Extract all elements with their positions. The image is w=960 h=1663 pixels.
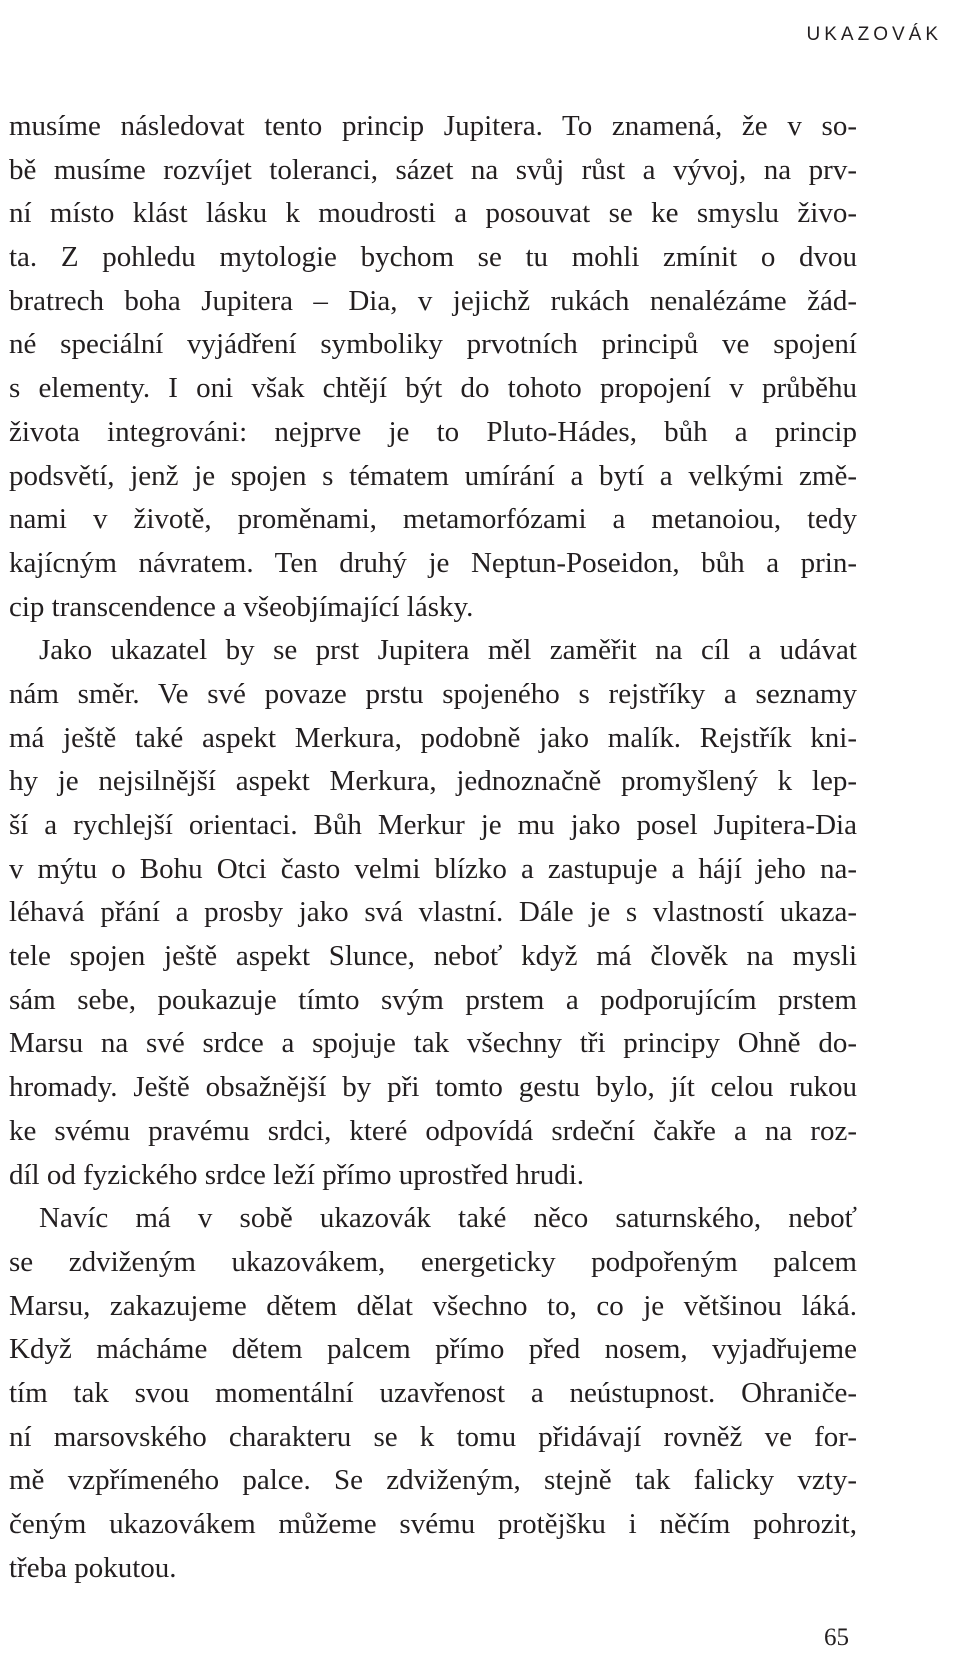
text-line: Marsu, zakazujeme dětem dělat všechno to, co je většinou láká. xyxy=(9,1289,857,1322)
text-line: né speciální vyjádření symboliky prvotních principů ve spojení xyxy=(9,328,857,361)
text-line: ta. Z pohledu mytologie bychom se tu mohli zmínit o dvou xyxy=(9,241,857,274)
text-line: nám směr. Ve své povaze prstu spojeného s rejstříky a seznamy xyxy=(9,677,857,710)
text-line: Navíc má v sobě ukazovák také něco saturnského, neboť xyxy=(39,1202,857,1235)
text-line: hromady. Ještě obsažnější by při tomto gestu bylo, jít celou rukou xyxy=(9,1071,857,1104)
text-line: ní místo klást lásku k moudrosti a posouvat se ke smyslu živo- xyxy=(9,197,857,230)
text-line: cip transcendence a všeobjímající lásky. xyxy=(9,590,474,623)
body-text xyxy=(9,105,857,1590)
text-line: se zdviženým ukazovákem, energeticky podpořeným palcem xyxy=(9,1245,857,1278)
text-line: Marsu na své srdce a spojuje tak všechny tři principy Ohně do- xyxy=(9,1027,857,1060)
text-line: má ještě také aspekt Merkura, podobně jako malík. Rejstřík kni- xyxy=(9,721,857,754)
text-line: s elementy. I oni však chtějí být do tohoto propojení v průběhu xyxy=(9,372,857,405)
text-line: léhavá přání a prosby jako svá vlastní. Dále je s vlastností ukaza- xyxy=(9,896,857,929)
text-line: podsvětí, jenž je spojen s tématem umírání a bytí a velkými změ- xyxy=(9,459,857,492)
text-line: díl od fyzického srdce leží přímo uprostřed hrudi. xyxy=(9,1158,585,1191)
text-line: sám sebe, poukazuje tímto svým prstem a podporujícím prstem xyxy=(9,983,857,1016)
text-line: ní marsovského charakteru se k tomu přidávají rovněž ve for- xyxy=(9,1420,857,1453)
text-line: čeným ukazovákem můžeme svému protějšku i něčím pohrozit, xyxy=(9,1508,857,1540)
text-line: třeba pokutou. xyxy=(9,1551,177,1584)
text-line: kajícným návratem. Ten druhý je Neptun-Poseidon, bůh a prin- xyxy=(9,546,857,579)
page-number: 65 xyxy=(824,1624,849,1651)
text-line: bratrech boha Jupitera – Dia, v jejichž rukách nenalézáme žád- xyxy=(9,284,857,317)
text-line: ke svému pravému srdci, které odpovídá srdeční čakře a na roz- xyxy=(9,1114,857,1147)
text-line: hy je nejsilnější aspekt Merkura, jednoznačně promyšlený k lep- xyxy=(9,765,857,798)
text-line: nami v životě, proměnami, metamorfózami a metanoiou, tedy xyxy=(9,503,857,536)
text-line: bě musíme rozvíjet toleranci, sázet na svůj růst a vývoj, na prv- xyxy=(9,153,857,186)
text-line: tele spojen ještě aspekt Slunce, neboť když má člověk na mysli xyxy=(9,940,857,973)
text-line: Jako ukazatel by se prst Jupitera měl zaměřit na cíl a udávat xyxy=(39,634,857,667)
text-line: musíme následovat tento princip Jupitera. To znamená, že v so- xyxy=(9,110,857,142)
text-line: života integrováni: nejprve je to Pluto-Hádes, bůh a princip xyxy=(9,415,857,448)
text-line: mě vzpřímeného palce. Se zdviženým, stejně tak falicky vzty- xyxy=(9,1464,857,1497)
text-line: ší a rychlejší orientaci. Bůh Merkur je mu jako posel Jupitera-Dia xyxy=(9,809,857,841)
running-head: UKAZOVÁK xyxy=(806,24,942,45)
text-line: Když mácháme dětem palcem přímo před nosem, vyjadřujeme xyxy=(9,1333,857,1366)
text-line: tím tak svou momentální uzavřenost a neústupnost. Ohraniče- xyxy=(9,1376,857,1409)
text-line: v mýtu o Bohu Otci často velmi blízko a zastupuje a hájí jeho na- xyxy=(9,852,857,885)
